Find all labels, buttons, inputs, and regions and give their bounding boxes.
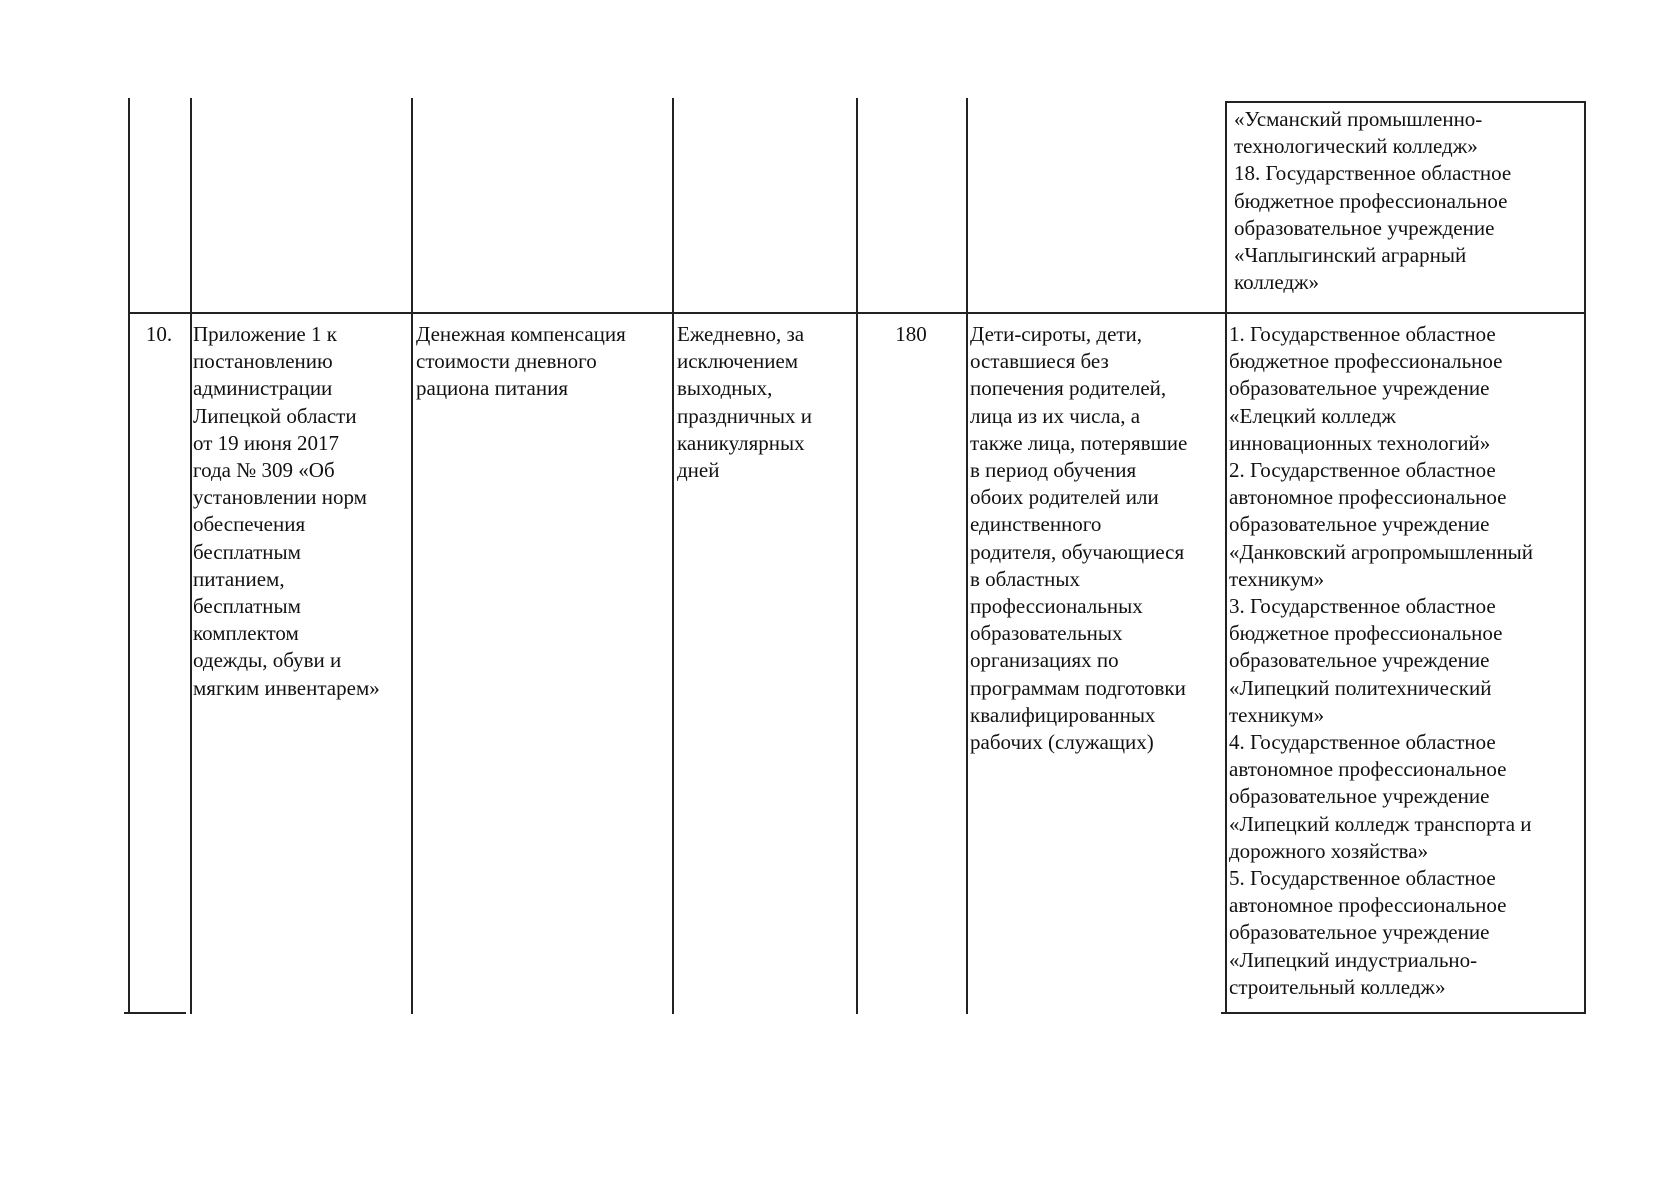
table-cell-amount: 180: [895, 322, 927, 346]
table-cell-legal-document: Приложение 1 к постановлению администрации Липецкой области от 19 июня 2017 года № 309 «Об установлении норм обеспечения бесплатным питанием, бесплатным комплектом одежды, обуви и мягким инвентарем»: [193, 322, 380, 700]
table-border: [856, 98, 858, 1014]
table-cell-institutions: 1. Государственное областное бюджетное профессиональное образовательное учреждение «Елецкий колледж инновационных технологий» 2. Государственное областное автономное профессиональное образовательное учреждение «Данковский агропромышленный техникум» 3. Государственное областное бюджетное профессиональное образовательное учреждение «Липецкий политехнический техникум» 4. Государственное областное автономное профессиональное образовательное учреждение «Липецкий колледж транспорта и дорожного хозяйства» 5. Государственное областное автономное профессиональное образовательное учреждение «Липецкий индустриально- строительный колледж»: [1229, 322, 1534, 999]
table-border: [672, 98, 674, 1014]
table-border: [966, 98, 968, 1014]
table-cell-measure: Денежная компенсация стоимости дневного рациона питания: [416, 322, 626, 401]
table-border: [190, 98, 192, 1014]
table-cell-row-number: 10.: [145, 322, 173, 346]
table-border: [1584, 101, 1586, 1014]
table-cell-frequency: Ежедневно, за исключением выходных, праздничных и каникулярных дней: [677, 322, 813, 483]
table-cell-recipients: Дети-сироты, дети, оставшиеся без попечения родителей, лица из их числа, а также лица, потерявшие в период обучения обоих родителей или единственного родителя, обучающиеся в областных профессиональных образовательных организациях по программам подготовки квалифицированных рабочих (служащих): [970, 322, 1188, 755]
table-border: [1225, 101, 1227, 1014]
table-cell-institutions-continued: «Усманский промышленно- технологический колледж» 18. Государственное областное бюджетное профессиональное образовательное учреждение «Чаплыгинский аграрный колледж»: [1234, 107, 1512, 295]
table-border: [1225, 101, 1585, 103]
table-border: [124, 1012, 186, 1014]
table-border: [411, 98, 413, 1014]
table-border: [128, 312, 1585, 314]
table-border: [1221, 1012, 1585, 1014]
table-border: [128, 98, 130, 1014]
